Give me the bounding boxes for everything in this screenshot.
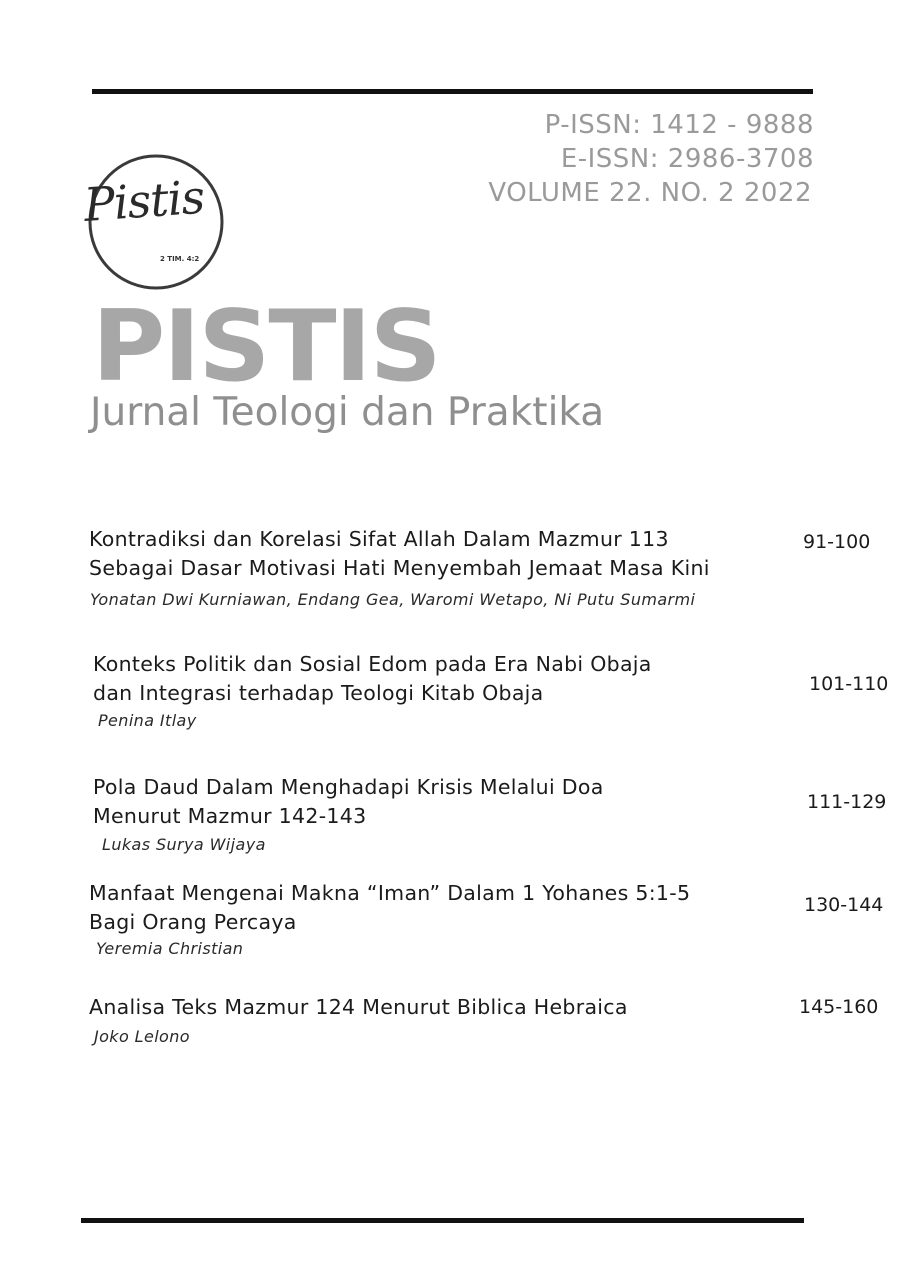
article-authors: Penina Itlay xyxy=(98,711,197,730)
article-title-line: Sebagai Dasar Motivasi Hati Menyembah Jemaat Masa Kini xyxy=(89,556,710,580)
print-issn: P-ISSN: 1412 - 9888 xyxy=(544,110,814,140)
volume-issue: VOLUME 22. NO. 2 2022 xyxy=(488,178,812,208)
journal-title: PISTIS xyxy=(92,290,440,404)
logo-verse: 2 TIM. 4:2 xyxy=(160,255,200,263)
top-rule xyxy=(92,89,813,94)
journal-subtitle: Jurnal Teologi dan Praktika xyxy=(90,390,605,435)
article-authors: Yeremia Christian xyxy=(96,939,244,958)
article-pages: 91-100 xyxy=(803,531,871,553)
article-title-line: Pola Daud Dalam Menghadapi Krisis Melalui Doa xyxy=(93,775,604,799)
article-title-line: Bagi Orang Percaya xyxy=(89,910,297,934)
article-title-line: Menurut Mazmur 142-143 xyxy=(93,804,367,828)
article-authors: Joko Lelono xyxy=(94,1027,190,1046)
article-title-line: dan Integrasi terhadap Teologi Kitab Obaja xyxy=(93,681,544,705)
article-title-line: Kontradiksi dan Korelasi Sifat Allah Dalam Mazmur 113 xyxy=(89,527,669,551)
bottom-rule xyxy=(81,1218,804,1223)
article-authors: Yonatan Dwi Kurniawan, Endang Gea, Waromi Wetapo, Ni Putu Sumarmi xyxy=(90,590,696,609)
article-pages: 145-160 xyxy=(799,996,879,1018)
article-title-line: Manfaat Mengenai Makna “Iman” Dalam 1 Yohanes 5:1-5 xyxy=(89,881,691,905)
article-title-line: Konteks Politik dan Sosial Edom pada Era Nabi Obaja xyxy=(93,652,652,676)
article-authors: Lukas Surya Wijaya xyxy=(102,835,266,854)
article-pages: 130-144 xyxy=(804,894,884,916)
electronic-issn: E-ISSN: 2986-3708 xyxy=(560,144,814,174)
logo-script-text: Pistis xyxy=(82,169,206,232)
article-pages: 111-129 xyxy=(807,791,887,813)
article-title-line: Analisa Teks Mazmur 124 Menurut Biblica Hebraica xyxy=(89,995,628,1019)
article-pages: 101-110 xyxy=(809,673,889,695)
